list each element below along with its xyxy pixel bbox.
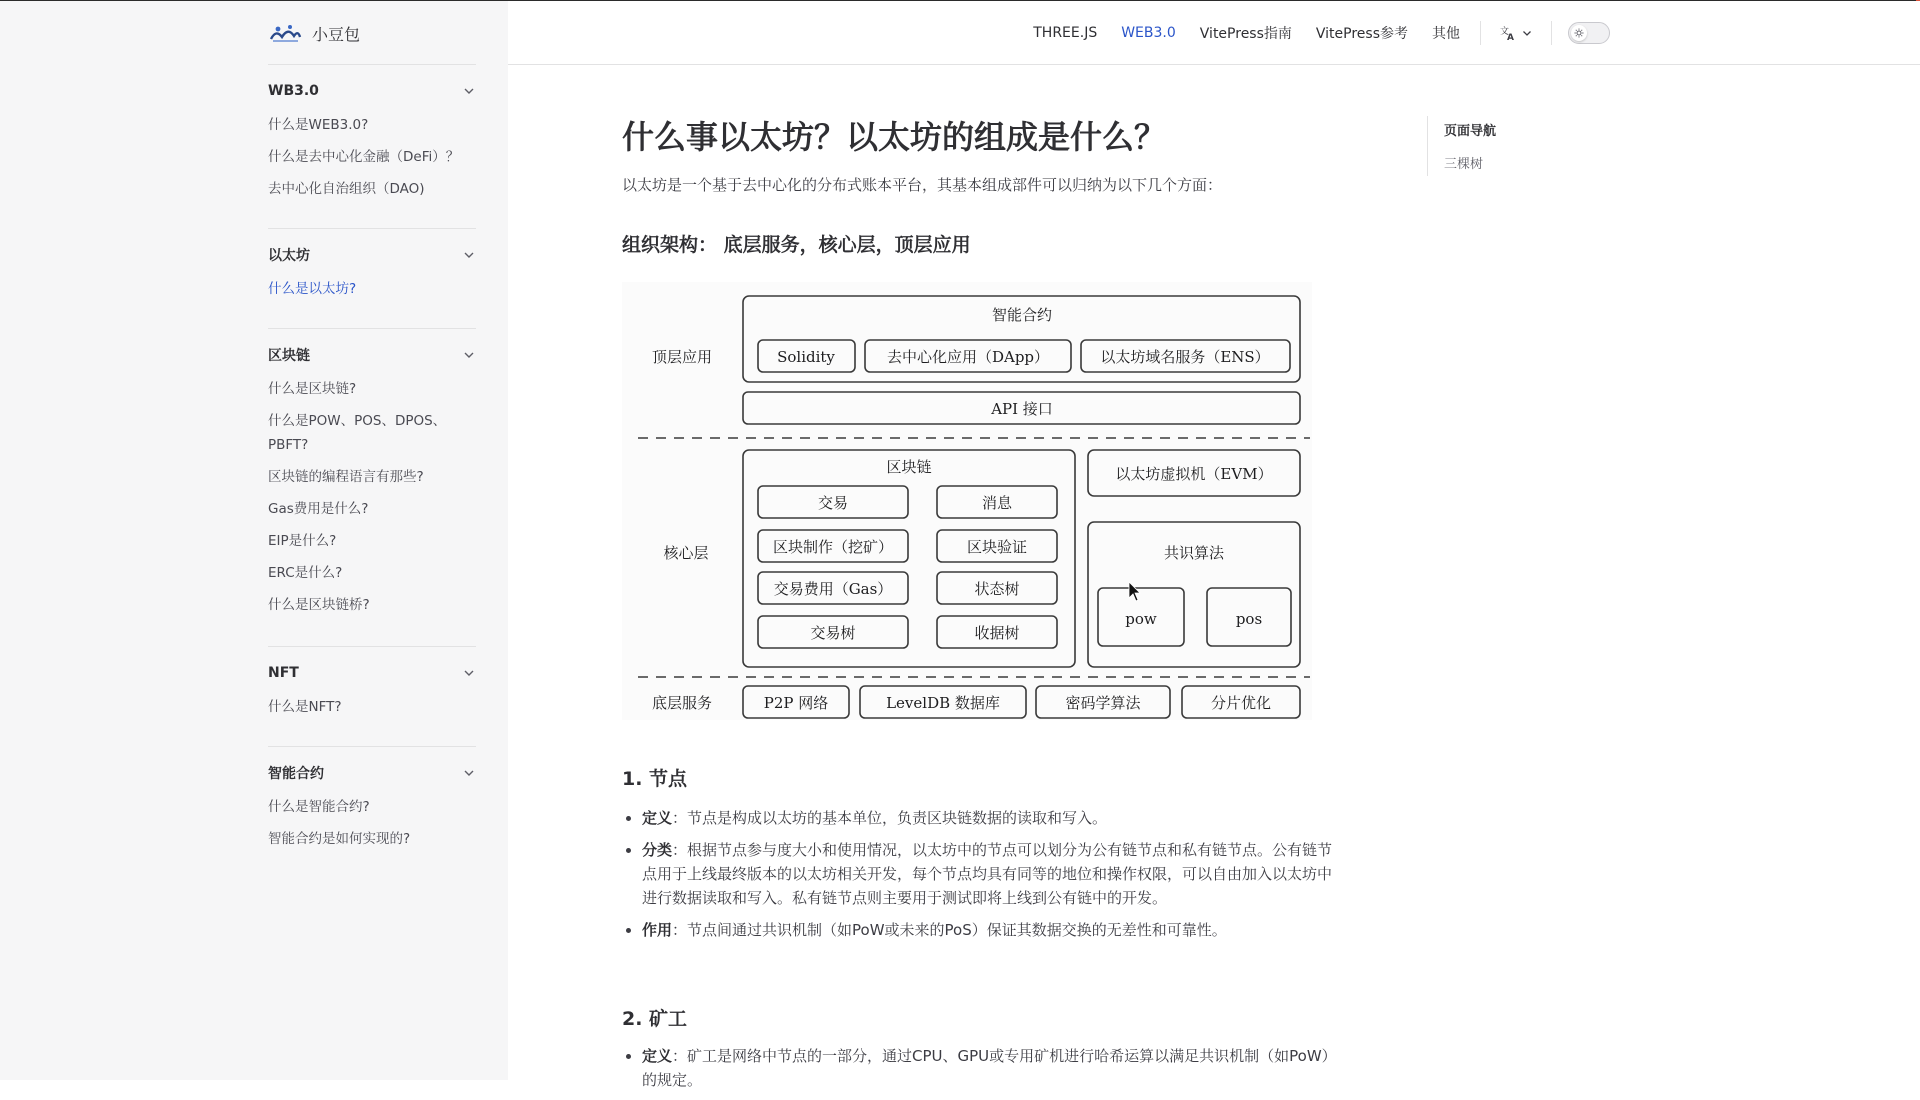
diagram-msg: 消息	[981, 494, 1013, 512]
svg-text:A: A	[1507, 32, 1514, 42]
sidebar-item-erc[interactable]: ERC是什么?	[268, 565, 343, 581]
diagram-consensus: 共识算法	[1163, 544, 1225, 562]
diagram-top-layer: 顶层应用	[651, 348, 713, 366]
toggle-knob	[1571, 25, 1587, 41]
chevron-down-icon	[462, 84, 476, 98]
sidebar-group-wb30	[268, 77, 476, 201]
chevron-down-icon	[462, 766, 476, 780]
mouse-cursor-icon	[1129, 582, 1140, 601]
chevron-down-icon	[462, 248, 476, 262]
sidebar-group-ethereum	[268, 241, 476, 301]
list-item-text: ：节点间通过共识机制（如PoW或未来的PoS）保证其数据交换的无差性和可靠性。	[672, 921, 1227, 939]
diagram-core-layer: 核心层	[663, 544, 709, 562]
sidebar-item-smart-contract-impl[interactable]: 智能合约是如何实现的?	[268, 831, 411, 847]
architecture-diagram-image	[622, 282, 1312, 720]
diagram-verify: 区块验证	[966, 538, 1028, 556]
sidebar-item-what-is-ethereum[interactable]: 什么是以太坊?	[268, 281, 357, 297]
outline-item-three-trees[interactable]: 三棵树	[1444, 157, 1484, 172]
diagram-ens: 以太坊域名服务（ENS）	[1100, 348, 1270, 366]
sidebar-group-title: NFT	[268, 665, 299, 681]
intro-paragraph: 以太坊是一个基于去中心化的分布式账本平台，其基本组成部件可以归纳为以下几个方面：	[622, 176, 1223, 194]
sidebar-item-eip[interactable]: EIP是什么?	[268, 533, 337, 549]
sidebar-group-toggle[interactable]	[268, 659, 476, 687]
sidebar-item-defi[interactable]: 什么是去中心化金融（DeFi）？	[268, 149, 460, 165]
diagram-dapp: 去中心化应用（DApp）	[886, 348, 1050, 366]
blockchain-box	[743, 450, 1075, 667]
section-heading-miners: 2. 矿工	[622, 1008, 688, 1030]
miner-list	[622, 1044, 1342, 1100]
translate-icon	[1499, 24, 1517, 42]
sidebar-item-bridge[interactable]: 什么是区块链桥?	[268, 597, 370, 613]
brand-logo-icon	[268, 21, 302, 45]
appearance-toggle[interactable]	[1568, 22, 1610, 44]
list-item-label: 定义	[642, 809, 673, 827]
list-item-label: 分类	[642, 841, 673, 859]
diagram-tx-tree: 交易树	[810, 624, 856, 642]
page-outline	[1427, 116, 1644, 176]
language-switcher[interactable]	[1499, 24, 1533, 42]
sidebar-item-consensus-types[interactable]: 什么是POW、POS、DPOS、PBFT?	[268, 413, 447, 453]
sidebar-divider	[268, 746, 476, 747]
diagram-leveldb: LevelDB 数据库	[886, 694, 1000, 712]
diagram-blockchain: 区块链	[886, 458, 932, 476]
diagram-pos: pos	[1235, 610, 1263, 628]
sidebar-group-title: 区块链	[268, 348, 310, 364]
diagram-solidity: Solidity	[777, 348, 835, 366]
sidebar-item-languages[interactable]: 区块链的编程语言有那些?	[268, 469, 424, 485]
nav-vitepress-reference[interactable]: VitePress参考	[1315, 25, 1408, 42]
sidebar-divider	[268, 328, 476, 329]
diagram-receipt-tree: 收据树	[974, 624, 1020, 642]
sidebar-item-what-is-blockchain[interactable]: 什么是区块链?	[268, 381, 357, 397]
sidebar-divider	[268, 646, 476, 647]
list-item-text: ：根据节点参与度大小和使用情况，以太坊中的节点可以划分为公有链节点和私有链节点。公有链节点用于上线最终版本的以太坊相关开发，每个节点均具有同等的地位和操作权限，可以自由加入以太坊中进行数据读取和写入。私有链节点则主要用于测试即将上线到公有链中的开发。	[642, 841, 1333, 907]
diagram-gas: 交易费用（Gas）	[773, 580, 893, 598]
nav-separator	[1551, 21, 1552, 45]
node-list	[622, 806, 1342, 950]
sidebar-item-what-is-smart-contract[interactable]: 什么是智能合约?	[268, 799, 370, 815]
outline-title: 页面导航	[1444, 124, 1497, 139]
svg-text:文: 文	[1500, 26, 1510, 37]
chevron-down-icon	[1521, 27, 1533, 39]
sidebar-group-toggle[interactable]	[268, 341, 476, 369]
list-item	[642, 806, 1342, 830]
diagram-smart-contract: 智能合约	[991, 306, 1053, 324]
chevron-down-icon	[462, 348, 476, 362]
diagram-evm: 以太坊虚拟机（EVM）	[1115, 465, 1273, 483]
sidebar-group-blockchain	[268, 341, 476, 617]
list-item	[642, 1044, 1342, 1092]
diagram-pow: pow	[1125, 610, 1157, 628]
sidebar-group-title: 以太坊	[268, 248, 310, 264]
sidebar-group-smart-contract	[268, 759, 476, 851]
sidebar-item-dao[interactable]: 去中心化自治组织（DAO)	[268, 181, 425, 197]
list-item-text: ：矿工是网络中节点的一部分，通过CPU、GPU或专用矿机进行哈希运算以满足共识机制（如PoW）的规定。	[642, 1047, 1337, 1089]
list-item-label: 作用	[642, 921, 673, 939]
sidebar-item-gas[interactable]: Gas费用是什么?	[268, 501, 369, 517]
section-heading-architecture: 组织架构： 底层服务，核心层，顶层应用	[622, 234, 971, 256]
main-nav	[1009, 1, 1610, 64]
nav-web3[interactable]: WEB3.0	[1121, 24, 1176, 41]
list-item-label: 定义	[642, 1047, 673, 1065]
sidebar-group-toggle[interactable]	[268, 77, 476, 105]
diagram-state-tree: 状态树	[974, 580, 1020, 598]
sidebar-group-title: WB3.0	[268, 83, 319, 99]
list-item	[642, 838, 1342, 910]
diagram-bottom-layer: 底层服务	[651, 694, 713, 712]
diagram-tx: 交易	[817, 494, 849, 512]
sun-icon	[1574, 28, 1584, 38]
list-item-text: ：节点是构成以太坊的基本单位，负责区块链数据的读取和写入。	[672, 809, 1108, 827]
brand-name: 小豆包	[312, 24, 361, 44]
diagram-crypto: 密码学算法	[1065, 694, 1141, 712]
diagram-shard: 分片优化	[1210, 694, 1272, 712]
diagram-mining: 区块制作（挖矿）	[772, 538, 894, 556]
brand[interactable]	[268, 19, 360, 47]
sidebar	[0, 1, 508, 1080]
sidebar-group-title: 智能合约	[268, 766, 324, 782]
sidebar-divider	[268, 64, 476, 65]
sidebar-group-nft	[268, 659, 476, 719]
diagram-p2p: P2P 网络	[763, 694, 829, 712]
nav-threejs[interactable]: THREE.JS	[1033, 24, 1098, 41]
nav-separator	[1480, 21, 1481, 45]
chevron-down-icon	[462, 666, 476, 680]
list-item	[642, 918, 1342, 942]
page-title: 什么事以太坊？以太坊的组成是什么？	[622, 118, 1167, 156]
diagram-api: API 接口	[991, 400, 1053, 418]
architecture-diagram	[622, 282, 1312, 720]
section-heading-nodes: 1. 节点	[622, 768, 688, 790]
sidebar-item-what-is-web3[interactable]: 什么是WEB3.0?	[268, 117, 369, 133]
nav-other[interactable]: 其他	[1432, 25, 1460, 42]
sidebar-divider	[268, 228, 476, 229]
top-nav-bar	[508, 1, 1920, 65]
sidebar-group-toggle[interactable]	[268, 759, 476, 787]
nav-vitepress-guide[interactable]: VitePress指南	[1199, 25, 1292, 42]
sidebar-item-what-is-nft[interactable]: 什么是NFT?	[268, 699, 342, 715]
sidebar-group-toggle[interactable]	[268, 241, 476, 269]
